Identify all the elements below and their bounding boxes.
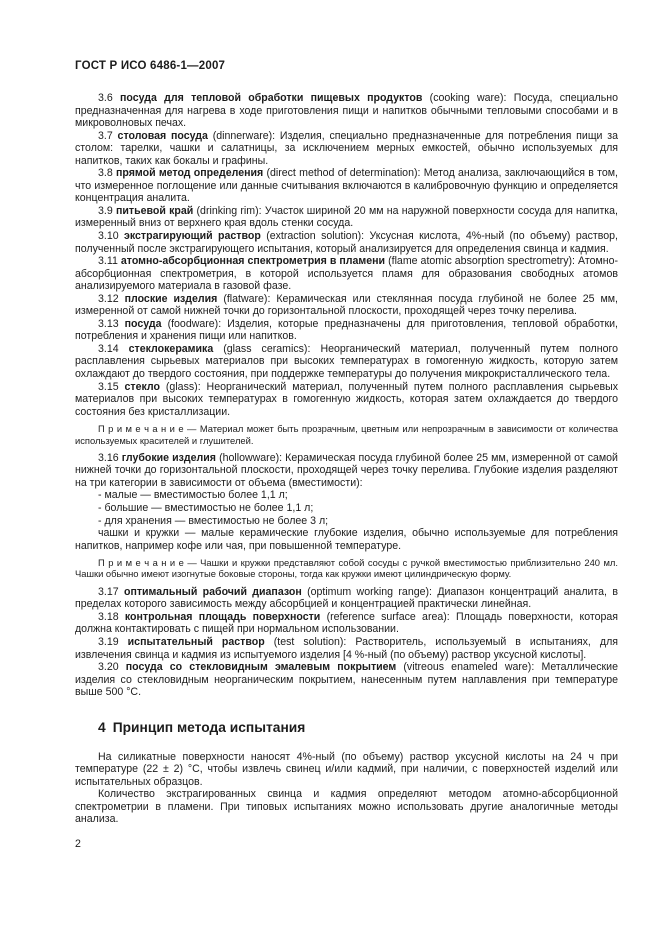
- term-ru: оптимальный рабочий диапазон: [123, 585, 302, 598]
- definition-text: Диапазон концентраций аналита, в пределах которого зависимость между абсорбцией и концентрацией практически линейная.: [75, 585, 618, 611]
- term-ru: экстрагирующий раствор: [124, 230, 261, 243]
- definition-3-14: [75, 343, 618, 381]
- definition-3-9: [75, 205, 618, 230]
- definition-text: Растворитель, используемый в испытаниях, для извлечения свинца и кадмия из испытуемого изделия [4 %-ный (по объему) раствор уксусной кислоты].: [75, 635, 618, 661]
- term-ru: стекло: [124, 380, 160, 393]
- note-glass: П р и м е ч а н и е — Материал может быть прозрачным, цветным или непрозрачным в зависимости от количества используемых красителей и глушителей.: [75, 423, 618, 446]
- clause-number: 3.17: [98, 585, 119, 598]
- definition-text: Керамическая посуда глубиной более 25 мм, измеренной от самой нижней точки до горизонтальной плоскости, проходящей через точку перелива. Глубокие изделия разделяют на три категории в зависимости от объема (вместимости):: [75, 451, 618, 489]
- term-en: (glass ceramics):: [223, 342, 311, 355]
- definition-3-17: [75, 586, 618, 611]
- page-number: 2: [75, 837, 81, 850]
- term-en: (drinking rim):: [196, 204, 262, 217]
- definition-text: Изделия, которые предназначены для приготовления, тепловой обработки, потребления и хранения пищи или напитков.: [75, 317, 618, 343]
- clause-number: 3.6: [98, 92, 113, 104]
- definition-3-8: [75, 167, 618, 205]
- page-content: [75, 60, 618, 861]
- section-4-paragraph-1: На силикатные поверхности наносят 4%-ный (по объему) раствор уксусной кислоты на 24 ч при температуре (22 ± 2) °С, чтобы извлечь свинец и/или кадмий, при наличии, с поверхностей изделий или испытательных образцов.: [75, 750, 618, 788]
- term-ru: посуда: [124, 317, 162, 330]
- note-cups: П р и м е ч а н и е — Чашки и кружки представляют собой сосуды с ручкой вместимостью приблизительно 240 мл. Чашки обычно имеют изогнутые боковые стороны, тогда как кружки имеют цилиндрическую форму.: [75, 557, 618, 580]
- clause-number: 3.13: [98, 317, 119, 330]
- term-en: (dinnerware):: [212, 129, 276, 142]
- definition-3-20: [75, 661, 618, 699]
- term-en: (test solution):: [273, 635, 347, 648]
- term-en: (reference surface area):: [326, 610, 450, 623]
- clause-number: 3.12: [98, 292, 119, 305]
- definition-3-6: [75, 92, 618, 130]
- clause-number: 3.15: [98, 380, 119, 393]
- term-en: (optimum working range):: [307, 585, 432, 598]
- definition-text: Участок шириной 20 мм на наружной поверхности сосуда для напитка, измеренный вниз от верхнего края вдоль стенки сосуда.: [75, 204, 618, 230]
- definition-text: Изделия, специально предназначенные для потребления пищи за столом: тарелки, чашки и салатницы, за исключением мерных емкостей, обычно используемых для напитков, таких как бокалы и графины.: [75, 129, 619, 167]
- definition-3-7: [75, 130, 618, 168]
- term-ru: плоские изделия: [124, 292, 218, 305]
- term-ru: атомно-абсорбционная спектрометрия в пламени: [120, 255, 386, 268]
- definition-text: Уксусная кислота, 4%-ный (по объему) раствор, полученный после экстрагирующего испытания, который анализируется для определения свинца и кадмия.: [75, 230, 618, 255]
- term-en: (flame atomic absorption spectrometry):: [388, 255, 575, 268]
- clause-number: 3.9: [98, 204, 113, 217]
- section-number: 4: [98, 719, 106, 735]
- clause-number: 3.7: [98, 129, 113, 142]
- term-ru: посуда со стекловидным эмалевым покрытием: [125, 661, 397, 674]
- clause-number: 3.20: [98, 661, 119, 674]
- clause-number: 3.10: [98, 230, 119, 243]
- term-ru: глубокие изделия: [121, 451, 216, 464]
- clause-number: 3.16: [98, 451, 119, 464]
- term-en: (direct method of determination):: [266, 167, 421, 180]
- section-4-heading: [75, 720, 618, 736]
- term-en: (glass):: [165, 380, 201, 393]
- term-en: (extraction solution):: [266, 230, 365, 243]
- definition-text: Атомно-абсорбционная спектрометрия, в которой используется пламя для образования свободных атомов анализируемого материала в газовой фазе.: [75, 255, 619, 293]
- definition-3-16: [75, 452, 618, 490]
- definition-3-18: [75, 611, 618, 636]
- clause-number: 3.8: [98, 167, 113, 180]
- term-ru: прямой метод определения: [115, 167, 264, 180]
- category-item-small: - малые — вместимостью более 1,1 л;: [98, 489, 288, 502]
- terms-section: [75, 92, 618, 851]
- document-header: ГОСТ Р ИСО 6486-1—2007: [75, 60, 226, 72]
- category-item-storage: - для хранения — вместимостью не более 3 л;: [98, 514, 329, 527]
- clause-number: 3.18: [98, 610, 119, 623]
- term-ru: стеклокерамика: [128, 342, 214, 355]
- term-en: (flatware):: [223, 292, 271, 305]
- clause-number: 3.14: [98, 342, 119, 355]
- definition-text: Металлические изделия со стекловидным неорганическим покрытием, нанесенным путем наплавления при температуре выше 500 °С.: [75, 661, 618, 699]
- term-ru: питьевой край: [115, 204, 194, 217]
- term-en: (foodware):: [167, 317, 222, 330]
- term-ru: испытательный раствор: [127, 635, 265, 648]
- term-ru: посуда для тепловой обработки пищевых продуктов: [120, 92, 423, 104]
- definition-3-13: [75, 318, 618, 343]
- term-en: (hollowware):: [219, 451, 283, 464]
- definition-text: Неорганический материал, полученный путем полного расплавления сырьевых материалов при высоких температурах в гомогенную жидкость, которая затем охлаждается до твердого состояния без кристаллизации.: [75, 380, 618, 418]
- definition-3-11: [75, 255, 618, 293]
- definition-text: Керамическая или стеклянная посуда глубиной не более 25 мм, измеренной от самой нижней точки до горизонтальной плоскости, проходящей через точку перелива.: [75, 292, 618, 318]
- cups-and-mugs-text: чашки и кружки — малые керамические глубокие изделия, обычно используемые для потребления напитков, например кофе или чая, при повышенной температуре.: [75, 527, 618, 552]
- definition-3-15: [75, 381, 618, 419]
- definition-3-19: [75, 636, 618, 661]
- clause-number: 3.11: [98, 255, 118, 268]
- category-item-large: - большие — вместимостью не более 1,1 л;: [98, 502, 314, 514]
- clause-number: 3.19: [98, 635, 119, 648]
- definition-text: Площадь поверхности, которая должна контактировать с пищей при нормальном использовании.: [75, 610, 618, 636]
- definition-3-12: [75, 293, 618, 318]
- term-en: (vitreous enameled ware):: [403, 661, 535, 674]
- term-ru: контрольная площадь поверхности: [124, 610, 321, 623]
- definition-3-10: [75, 230, 618, 255]
- section-4-paragraph-2: Количество экстрагированных свинца и кадмия определяют методом атомно-абсорбционной спектрометрии в пламени. При типовых испытаниях можно использовать другие аналогичные методы анализа.: [75, 788, 618, 826]
- section-title: Принцип метода испытания: [112, 719, 306, 735]
- definition-text: Посуда, специально предназначенная для нагрева в ходе приготовления пищи и напитков обычными тепловыми способами и в микроволновых печах.: [75, 92, 618, 130]
- term-ru: столовая посуда: [117, 129, 208, 142]
- definition-text: Неорганический материал, полученный путем полного расплавления сырьевых материалов при высоких температурах в гомогенную жидкость, которую затем охлаждают до твердого состояния, при поддержке температуры до получения микрокристаллического тела.: [75, 342, 619, 381]
- term-en: (cooking ware):: [429, 92, 507, 104]
- definition-text: Метод анализа, заключающийся в том, что измеренное поглощение или данные считывания включаются в калибровочную функцию и определяется концентрация аналита.: [75, 167, 618, 205]
